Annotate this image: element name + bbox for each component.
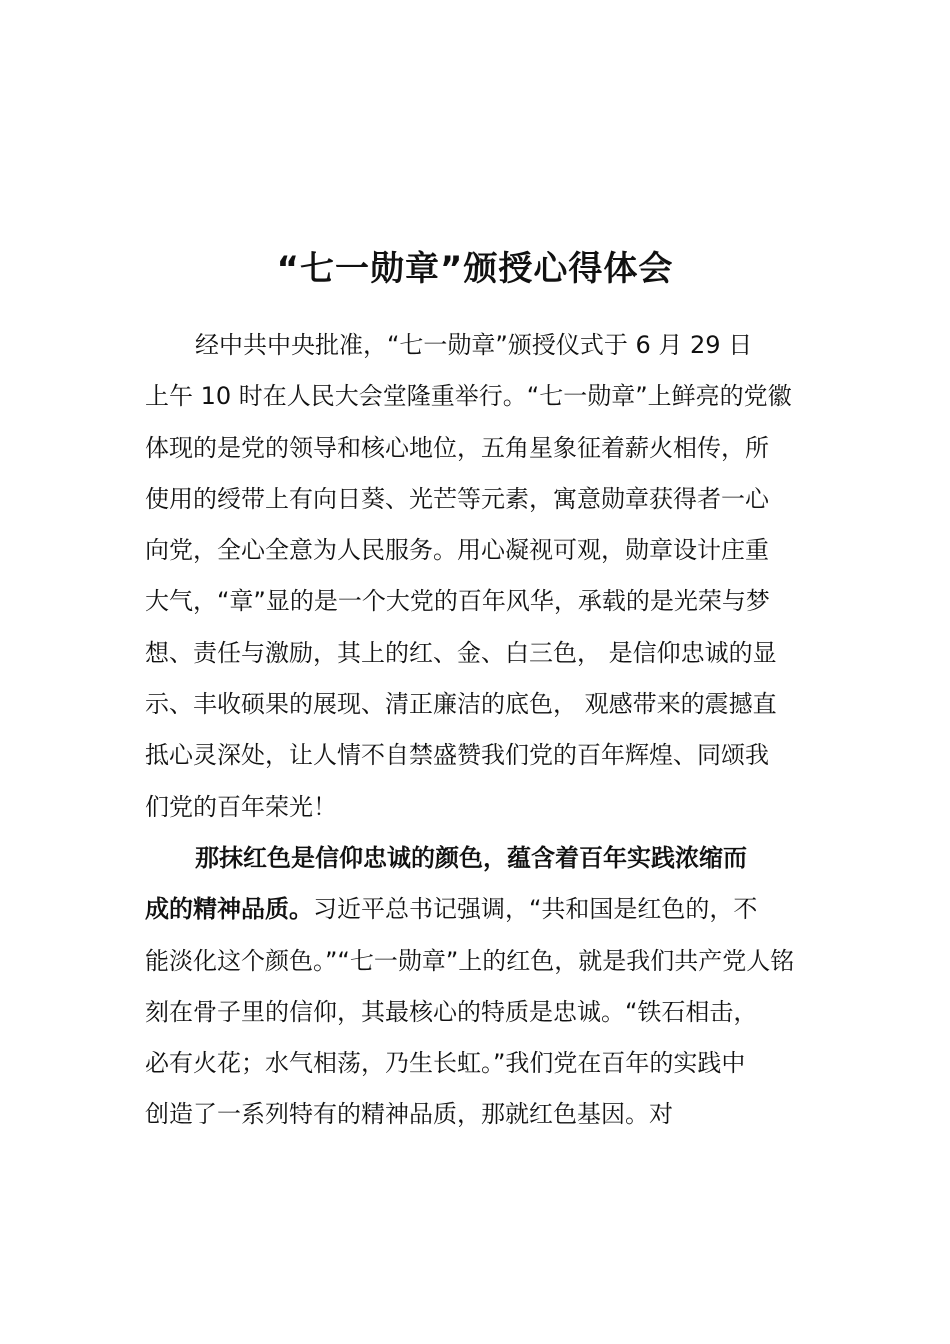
document-body bbox=[145, 320, 805, 1141]
document-title: “七一勋章”颁授心得体会 bbox=[276, 249, 674, 289]
paragraph-2-line bbox=[145, 884, 805, 935]
paragraph-2-line-rest: 习近平总书记强调，“共和国是红色的，不 bbox=[313, 895, 758, 924]
paragraph-2-bold-lead-end: 成的精神品质。 bbox=[145, 895, 313, 924]
paragraph-1-line: 们党的百年荣光！ bbox=[145, 792, 337, 821]
paragraph-2-line: 刻在骨子里的信仰，其最核心的特质是忠诚。“铁石相击， bbox=[145, 997, 758, 1026]
paragraph-1-line: 向党，全心全意为人民服务。用心凝视可观，勋章设计庄重 bbox=[145, 536, 769, 565]
paragraph-1-line: 经中共中央批准，“七一勋章”颁授仪式于 6 月 29 日 bbox=[195, 331, 753, 359]
paragraph-2-line: 必有火花；水气相荡，乃生长虹。”我们党在百年的实践中 bbox=[145, 1049, 746, 1078]
paragraph-1-line: 体现的是党的领导和核心地位，五角星象征着薪火相传，所 bbox=[145, 433, 769, 462]
paragraph-1-line: 想、责任与激励，其上的红、金、白三色， 是信仰忠诚的显 bbox=[145, 638, 777, 667]
paragraph-1-line: 上午 10 时在人民大会堂隆重举行。“七一勋章”上鲜亮的党徽 bbox=[145, 382, 792, 411]
paragraph-2-line: 能淡化这个颜色。”“七一勋章”上的红色，就是我们共产党人铭 bbox=[145, 946, 795, 975]
paragraph-1-line: 使用的绶带上有向日葵、光芒等元素，寓意勋章获得者一心 bbox=[145, 484, 769, 513]
paragraph-2-line: 创造了一系列特有的精神品质，那就红色基因。对 bbox=[145, 1100, 673, 1129]
paragraph-1-line: 抵心灵深处，让人情不自禁盛赞我们党的百年辉煌、同颂我 bbox=[145, 741, 769, 770]
paragraph-1-line: 示、丰收硕果的展现、清正廉洁的底色， 观感带来的震撼直 bbox=[145, 690, 777, 719]
paragraph-2-bold-lead: 那抹红色是信仰忠诚的颜色，蕴含着百年实践浓缩而 bbox=[195, 843, 747, 872]
paragraph-1-line: 大气，“章”显的是一个大党的百年风华，承载的是光荣与梦 bbox=[145, 587, 770, 616]
